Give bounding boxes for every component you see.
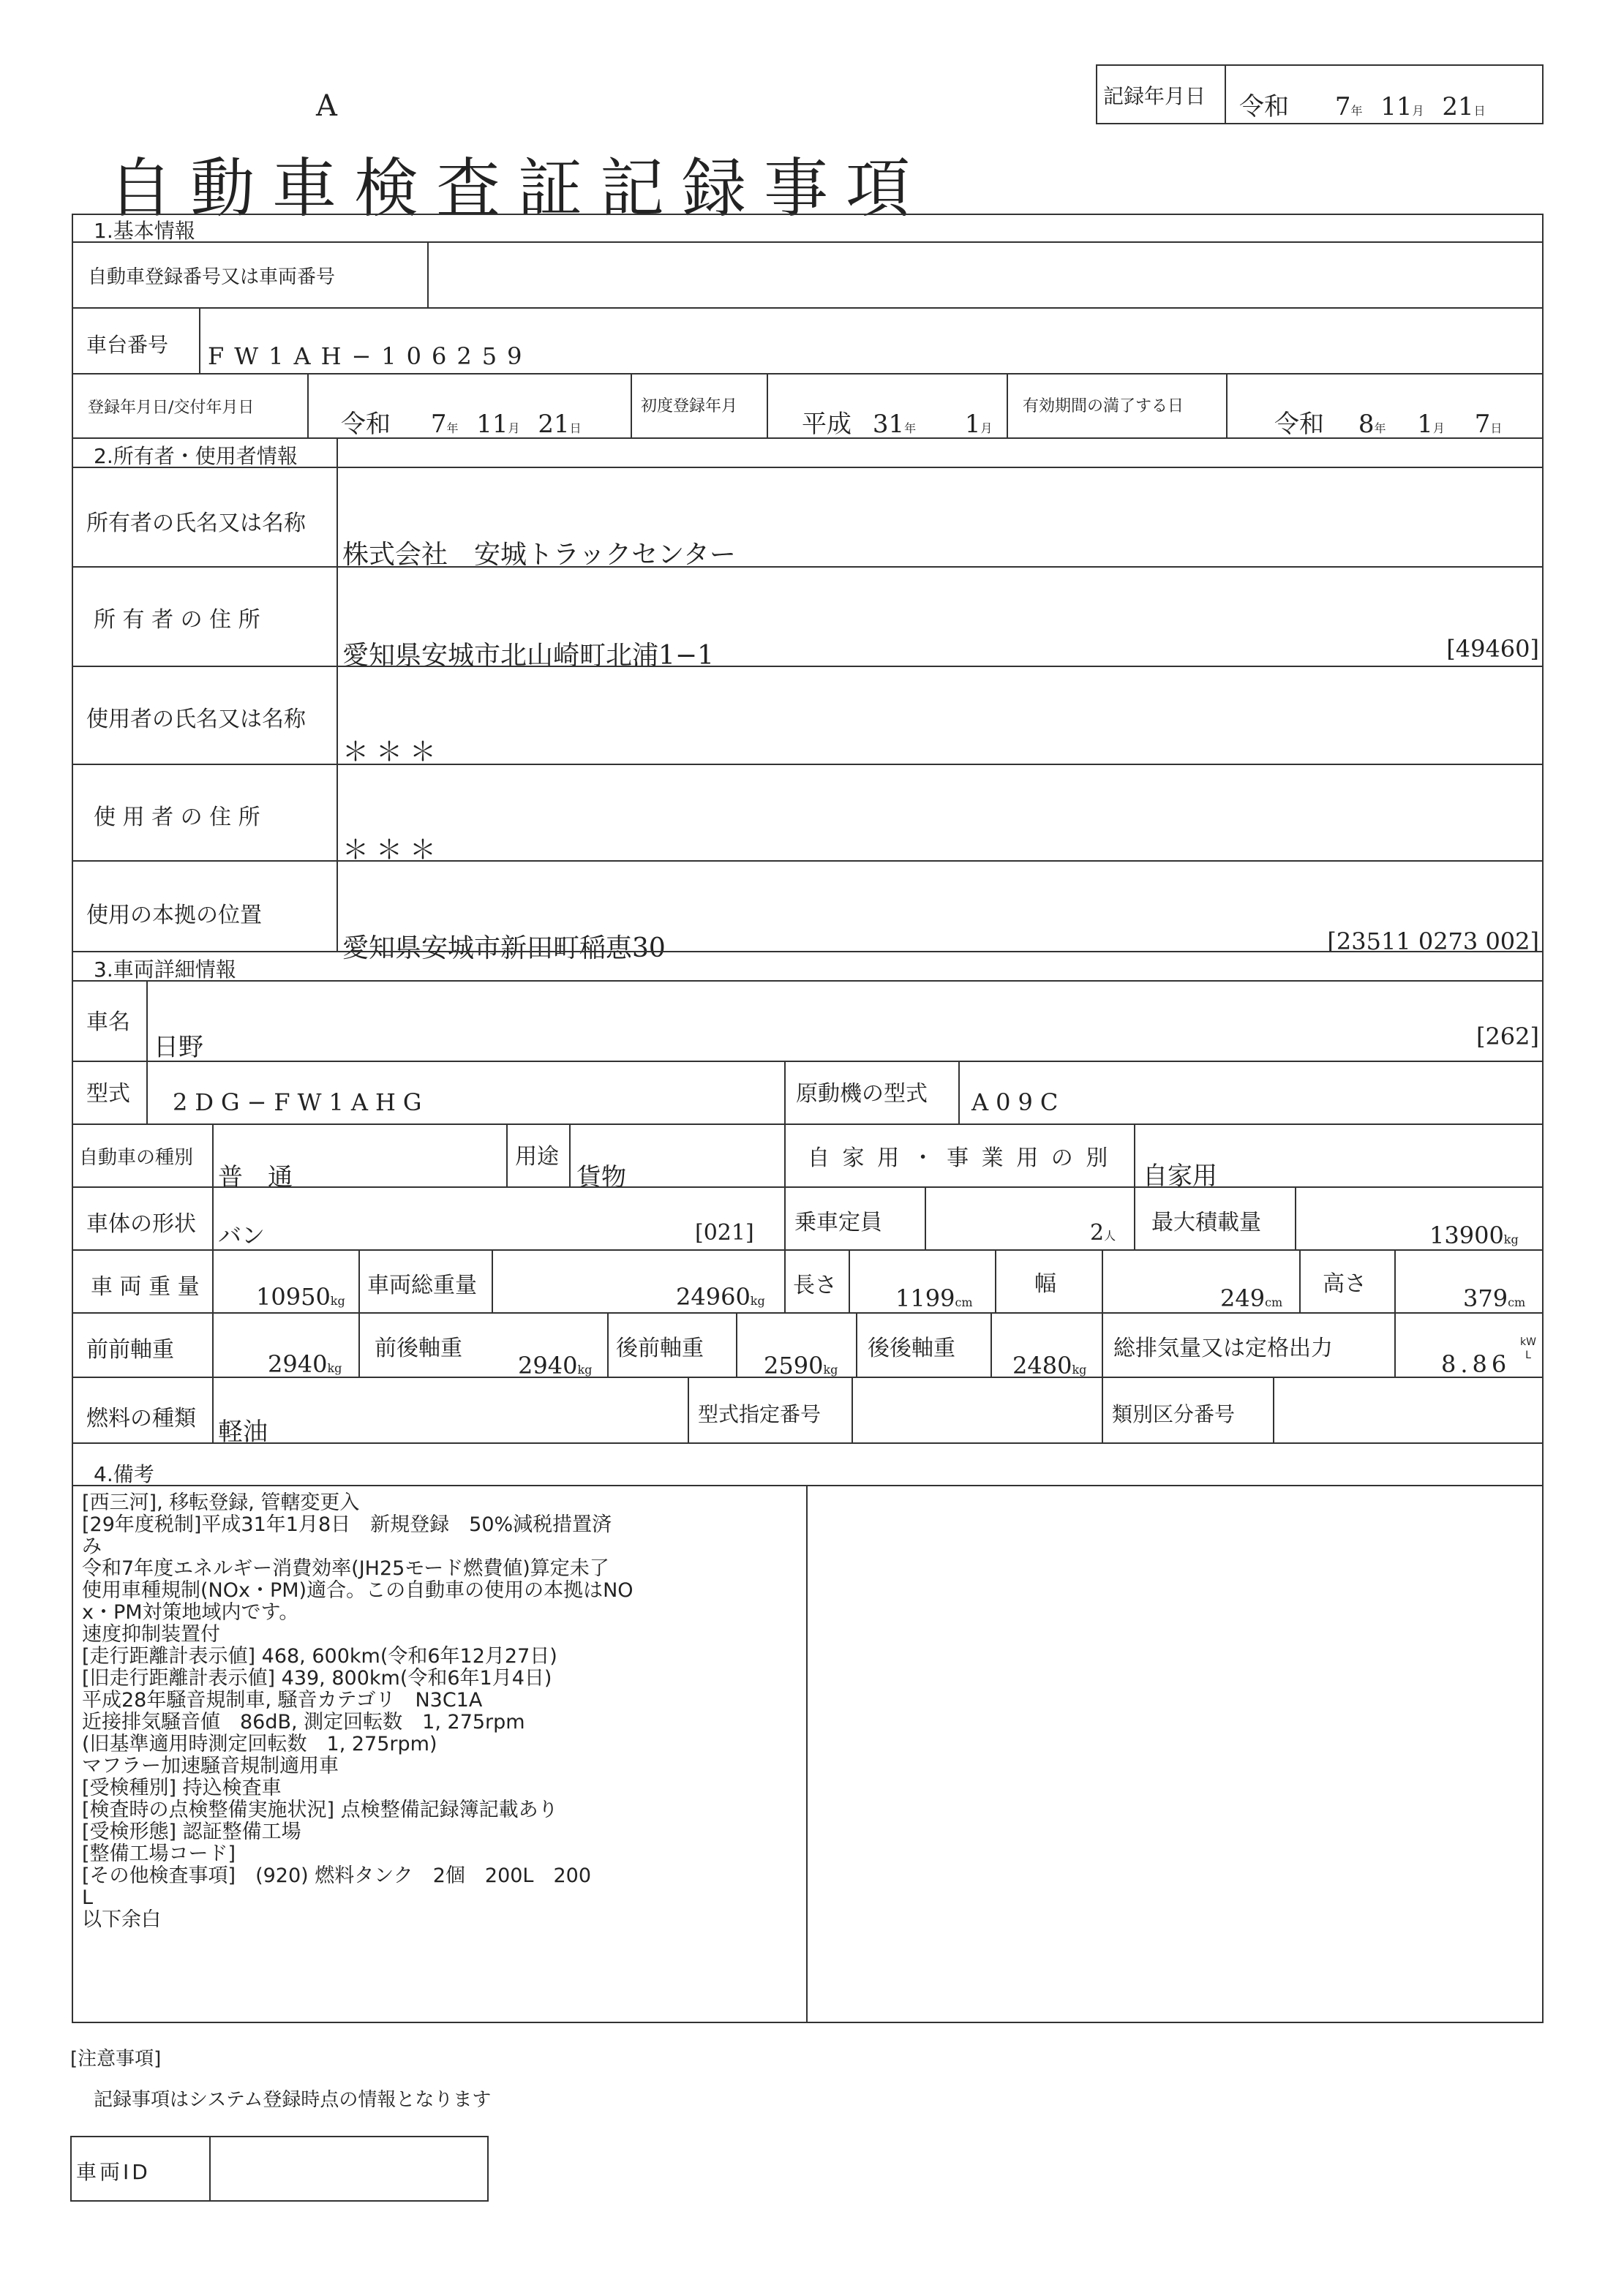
remarks-line: 令和7年度エネルギー消費効率(JH25モード燃費値)算定未了 [82,1557,609,1580]
record-date-label: 記録年月日 [1103,84,1206,108]
remarks-line: (旧基準適用時測定回転数 1, 275rpm) [82,1733,437,1755]
remarks-line: [その他検査事項] (920) 燃料タンク 2個 200L 200 [82,1864,592,1887]
body-shape-code: [021] [695,1220,754,1246]
capacity-value: 2人 [1090,1220,1116,1246]
chassis-number-label: 車台番号 [86,333,169,357]
remarks-line: [整備工場コード] [82,1843,236,1865]
remarks-line: 以下余白 [82,1908,161,1931]
vehicle-id-label: 車両ID [76,2160,151,2184]
section-4-title: 4.備考 [94,1462,154,1486]
max-load-value: 13900kg [1429,1222,1519,1249]
remarks-line: [受検形態] 認証整備工場 [82,1821,301,1843]
user-name-label: 使用者の氏名又は名称 [86,707,306,732]
first-registration-value: 平成 31年 1月 [802,410,993,439]
remarks-line: [走行距離計表示値] 468, 600km(令和6年12月27日) [82,1645,557,1668]
vehicle-kind-value: 普 通 [218,1163,293,1192]
remarks-line: [受検種別] 持込検査車 [82,1777,282,1799]
displacement-label: 総排気量又は定格出力 [1113,1336,1333,1361]
body-shape-label: 車体の形状 [86,1211,196,1237]
displacement-unit: kW L [1520,1336,1536,1361]
length-label: 長さ [793,1273,837,1298]
remarks-list [82,1492,806,1931]
remarks-line: x・PM対策地域内です。 [82,1601,299,1624]
use-label: 用途 [515,1144,559,1170]
record-date-value: 令和 7年 11月 21日 [1239,92,1486,121]
engine-model-value: A09C [971,1088,1066,1116]
height-label: 高さ [1323,1271,1367,1297]
owner-address-label: 所 有 者 の 住 所 [94,607,260,633]
front-front-axle-value: 2940kg [268,1350,342,1378]
max-load-label: 最大積載量 [1151,1210,1261,1235]
displacement-value: 8.86 [1441,1350,1511,1378]
user-address-value: ＊＊＊ [342,835,444,865]
use-value: 貨物 [576,1163,626,1192]
vehicle-weight-label: 車 両 重 量 [91,1274,200,1300]
gross-weight-value: 24960kg [676,1283,765,1311]
vehicle-weight-value: 10950kg [256,1283,345,1311]
remarks-line: マフラー加速騒音規制適用車 [82,1755,339,1777]
remarks-line: [西三河], 移転登録, 管轄変更入 [82,1492,360,1514]
model-value: 2DG−FW1AHG [173,1088,429,1116]
rear-front-axle-label: 後前軸重 [616,1336,704,1361]
width-value: 249cm [1220,1284,1283,1312]
notes-text: 記録事項はシステム登録時点の情報となります [94,2089,492,2111]
remarks-line: L [82,1886,94,1909]
rear-rear-axle-value: 2480kg [1012,1352,1087,1380]
form-mark: A [316,89,337,123]
capacity-label: 乗車定員 [794,1210,882,1235]
vehicle-name-value: 日野 [154,1033,203,1062]
front-rear-axle-value: 2940kg [518,1352,593,1380]
base-location-label: 使用の本拠の位置 [86,903,262,928]
section-3-title: 3.車両詳細情報 [94,957,236,982]
remarks-line: [検査時の点検整備実施状況] 点検整備記録簿記載あり [82,1799,558,1821]
front-front-axle-label: 前前軸重 [86,1337,174,1363]
remarks-line: 平成28年騒音規制車, 騒音カテゴリ N3C1A [82,1689,483,1712]
section-2-title: 2.所有者・使用者情報 [94,444,298,468]
registration-date-label: 登録年月日/交付年月日 [88,399,255,417]
vehicle-kind-label: 自動車の種別 [79,1147,194,1169]
rear-rear-axle-label: 後後軸重 [868,1336,955,1361]
gross-weight-label: 車両総重量 [367,1273,477,1298]
remarks-line: 近接排気騒音値 86dB, 測定回転数 1, 275rpm [82,1711,525,1734]
page-title: 自動車検査証記録事項 [108,151,928,226]
model-label: 型式 [86,1081,130,1107]
remarks-line: 使用車種規制(NOx・PM)適合。この自動車の使用の本拠はNO [82,1579,634,1602]
body-shape-value: バン [218,1222,266,1249]
width-label: 幅 [1034,1271,1056,1297]
remarks-line: 速度抑制装置付 [82,1623,220,1646]
length-value: 1199cm [895,1284,973,1312]
fuel-type-value: 軽油 [218,1418,268,1447]
base-location-code: [23511 0273 002] [1327,927,1539,955]
registration-number-label: 自動車登録番号又は車両番号 [88,266,336,288]
section-1-title: 1.基本情報 [94,219,195,243]
user-address-label: 使 用 者 の 住 所 [94,805,260,830]
designation-number-label: 型式指定番号 [698,1402,822,1426]
private-business-label: 自 家 用 ・ 事 業 用 の 別 [808,1145,1111,1171]
category-number-label: 類別区分番号 [1112,1402,1236,1426]
rear-front-axle-value: 2590kg [764,1352,838,1380]
vehicle-name-label: 車名 [86,1009,130,1035]
private-business-value: 自家用 [1143,1162,1217,1191]
front-rear-axle-label: 前後軸重 [375,1336,462,1361]
owner-address-value: 愛知県安城市北山崎町北浦1−1 [342,641,714,671]
first-registration-label: 初度登録年月 [641,397,738,415]
fuel-type-label: 燃料の種類 [86,1406,196,1431]
remarks-line: [29年度税制]平成31年1月8日 新規登録 50%減税措置済 [82,1513,612,1536]
base-location-value: 愛知県安城市新田町稲恵30 [342,933,666,963]
remarks-line: [旧走行距離計表示値] 439, 800km(令和6年1月4日) [82,1667,552,1690]
remarks-line: み [82,1535,102,1558]
owner-address-code: [49460] [1446,635,1539,663]
registration-date-value: 令和 7年 11月 21日 [341,410,582,439]
user-name-value: ＊＊＊ [342,737,444,767]
engine-model-label: 原動機の型式 [796,1081,928,1107]
owner-name-label: 所有者の氏名又は名称 [86,511,306,536]
vehicle-name-code: [262] [1475,1023,1539,1050]
chassis-number-value: FW1AH−106259 [208,342,533,370]
expiry-date-value: 令和 8年 1月 7日 [1274,410,1503,439]
expiry-date-label: 有効期間の満了する日 [1023,397,1184,415]
notes-title: [注意事項] [70,2048,162,2070]
height-value: 379cm [1463,1284,1526,1312]
owner-name-value: 株式会社 安城トラックセンター [342,540,736,570]
